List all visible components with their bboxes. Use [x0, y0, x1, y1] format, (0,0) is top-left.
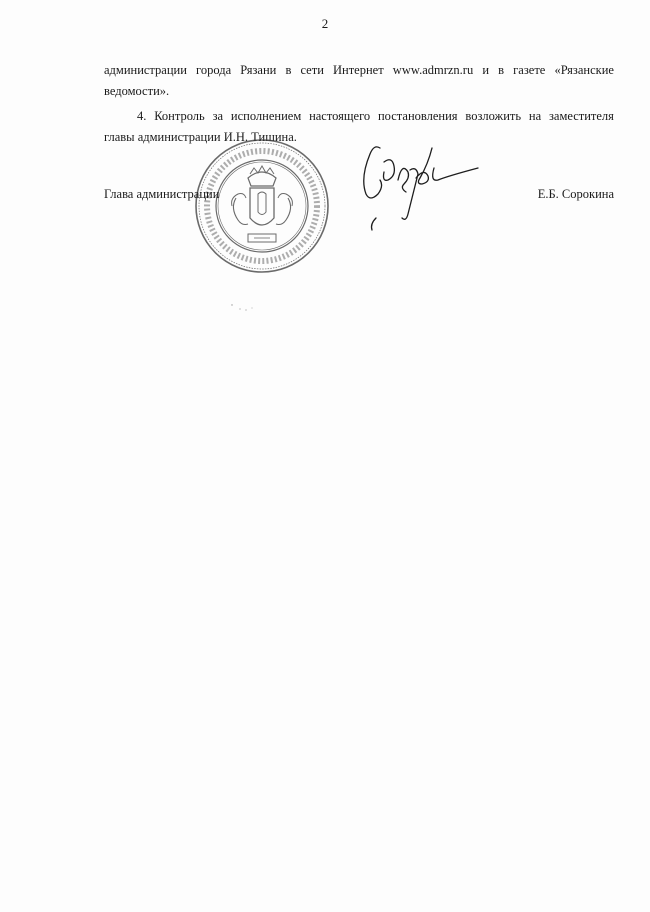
word: администрации	[104, 63, 187, 77]
paragraph-4-line-2: главы администрации И.Н. Тишина.	[104, 130, 297, 144]
item-number: 4.	[137, 109, 147, 123]
word: в	[498, 63, 505, 77]
word: заместителя	[548, 109, 614, 123]
word: газете	[513, 63, 546, 77]
paragraph-3-line-1	[104, 62, 614, 78]
word: на	[528, 109, 542, 123]
signature-position-label: Глава администрации	[104, 187, 220, 201]
word: возложить	[465, 109, 522, 123]
paragraph-3-line-2: ведомости».	[104, 84, 170, 98]
word: настоящего	[309, 109, 371, 123]
word: Контроль	[154, 109, 205, 123]
page-number: 2	[321, 16, 329, 31]
scan-specks-icon	[228, 300, 258, 314]
word: города	[196, 63, 232, 77]
handwritten-signature-icon	[350, 140, 485, 235]
word: в	[285, 63, 292, 77]
signer-name: Е.Б. Сорокина	[537, 187, 614, 201]
paragraph-4-line-1	[137, 108, 614, 124]
word: Интернет	[333, 63, 384, 77]
word: сети	[300, 63, 324, 77]
official-seal-icon	[192, 136, 332, 276]
word: «Рязанские	[554, 63, 614, 77]
word: и	[482, 63, 490, 77]
website-url: www.admrzn.ru	[392, 63, 474, 77]
word: Рязани	[240, 63, 277, 77]
word: за	[212, 109, 224, 123]
word: исполнением	[230, 109, 302, 123]
word: постановления	[377, 109, 458, 123]
